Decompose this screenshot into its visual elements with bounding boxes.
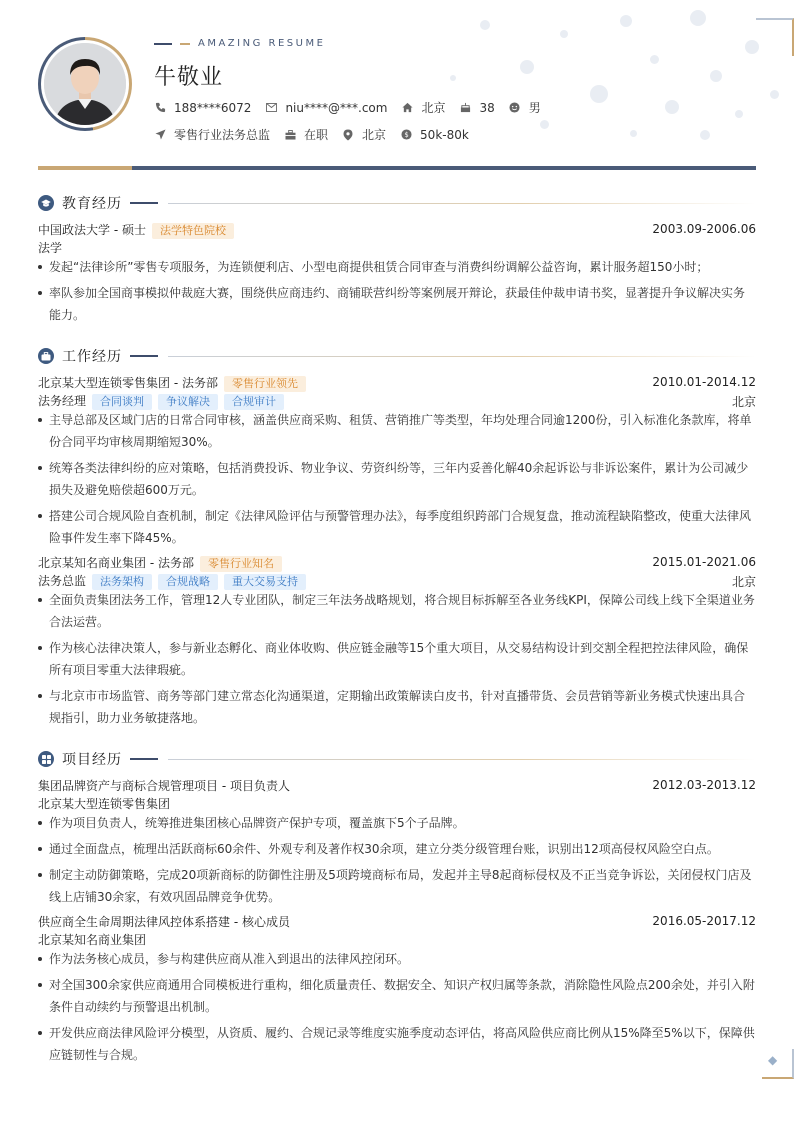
send-icon	[154, 129, 166, 141]
list-item: 主导总部及区域门店的日常合同审核，涵盖供应商采购、租赁、营销推广等类型，年均处理合同逾1200份，引入标准化条款库，将单份合同平均审核周期缩短30%。	[38, 409, 756, 453]
svg-text:$: $	[403, 130, 409, 139]
company-name: 北京某知名商业集团 - 法务部	[38, 556, 194, 570]
list-item: 统筹各类法律纠纷的应对策略，包括消费投诉、物业争议、劳资纠纷等，三年内妥善化解40余起诉讼与非诉讼案件，累计为公司减少损失及避免赔偿超600万元。	[38, 457, 756, 501]
list-item: 作为法务核心成员，参与构建供应商从准入到退出的法律风控闭环。	[38, 948, 756, 970]
email-item	[265, 101, 387, 115]
home-item	[401, 99, 445, 116]
list-item: 搭建公司合规风险自查机制，制定《法律风险评估与预警管理办法》，每季度组织跨部门合规复盘，推动流程缺陷整改，使重大法律风险事件发生率下降45%。	[38, 505, 756, 549]
education-date: 2003.09-2006.06	[652, 222, 756, 236]
company-line	[38, 374, 306, 392]
list-item: 作为核心法律决策人，参与新业态孵化、商业体收购、供应链金融等15个重大项目，从交易结构设计到交割全程把控法律风险，确保所有项目零重大法律瑕疵。	[38, 637, 756, 681]
header-divider	[38, 166, 756, 170]
diamond-icon: ◆	[768, 1053, 778, 1067]
school-line	[38, 221, 234, 239]
skill-tag: 合同谈判	[92, 394, 152, 410]
list-item: 开发供应商法律风险评分模型，从资质、履约、合规记录等维度实施季度动态评估，将高风险供应商比例从15%降至5%以下，保障供应链韧性与合规。	[38, 1022, 756, 1066]
skill-tag: 合规审计	[224, 394, 284, 410]
corner-decoration-top	[756, 18, 794, 56]
avatar	[38, 37, 132, 131]
work-city: 北京	[731, 395, 756, 409]
tagline	[154, 38, 325, 49]
section-header-education	[38, 193, 756, 213]
project-org: 北京某大型连锁零售集团	[38, 797, 171, 811]
skill-tag: 争议解决	[158, 394, 218, 410]
project-date: 2012.03-2013.12	[652, 778, 756, 792]
age-item	[459, 101, 494, 115]
project-org: 北京某知名商业集团	[38, 933, 147, 947]
status-text: 在职	[304, 128, 329, 142]
salary-text: 50k-80k	[420, 127, 469, 142]
city-text: 北京	[362, 128, 387, 142]
briefcase-icon	[284, 129, 296, 141]
gender-text: 男	[528, 101, 541, 115]
age-text: 38	[479, 100, 495, 115]
company-tag: 零售行业领先	[224, 376, 306, 392]
city-item	[342, 126, 386, 143]
school-tag: 法学特色院校	[152, 223, 234, 239]
skill-tag: 重大交易支持	[224, 574, 306, 590]
money-icon	[400, 129, 412, 141]
project-name: 供应商全生命周期法律风控体系搭建 - 核心成员	[38, 915, 290, 929]
list-item: 全面负责集团法务工作，管理12人专业团队，制定三年法务战略规划，将合规目标拆解至各业务线KPI，保障公司线上线下全渠道业务合法运营。	[38, 589, 756, 633]
skill-tag: 合规战略	[158, 574, 218, 590]
email-text: niu****@***.com	[285, 100, 388, 115]
position-text: 零售行业法务总监	[174, 128, 271, 142]
skill-tag: 法务架构	[92, 574, 152, 590]
tagline-text: AMAZING RESUME	[198, 38, 326, 49]
role-name: 法务经理	[38, 394, 87, 408]
position-item	[154, 126, 270, 143]
school-name: 中国政法大学 - 硕士	[38, 223, 146, 237]
list-item: 制定主动防御策略，完成20项新商标的防御性注册及5项跨境商标布局，发起并主导8起商标侵权及不正当竞争诉讼，关闭侵权门店及线上店铺30余家，有效巩固品牌竞争优势。	[38, 864, 756, 908]
list-item: 通过全面盘点，梳理出活跃商标60余件、外观专利及著作权30余项，建立分类分级管理台账，识别出12项高侵权风险空白点。	[38, 838, 756, 860]
graduation-cap-icon	[38, 195, 54, 211]
company-tag: 零售行业知名	[200, 556, 282, 572]
company-line	[38, 554, 282, 572]
home-icon	[401, 102, 413, 114]
job-intent-row	[154, 126, 483, 143]
section-header-projects	[38, 749, 756, 769]
list-item: 率队参加全国商事模拟仲裁庭大赛，围绕供应商违约、商铺联营纠纷等案例展开辩论，获最佳仲裁申请书奖，显著提升争议解决实务能力。	[38, 282, 756, 326]
cake-icon	[459, 102, 471, 114]
salary-item	[400, 128, 469, 142]
work-date: 2015.01-2021.06	[652, 555, 756, 569]
smile-icon	[509, 102, 521, 114]
mail-icon	[265, 102, 277, 114]
section-title: 项目经历	[62, 752, 122, 768]
briefcase-icon	[38, 348, 54, 364]
phone-icon	[154, 102, 166, 114]
location-icon	[342, 129, 354, 141]
candidate-name: 牛敬业	[154, 65, 224, 90]
status-item	[284, 126, 328, 143]
project-name: 集团品牌资产与商标合规管理项目 - 项目负责人	[38, 779, 290, 793]
grid-icon	[38, 751, 54, 767]
project-date: 2016.05-2017.12	[652, 914, 756, 928]
role-line	[38, 392, 284, 410]
phone-text: 188****6072	[174, 100, 252, 115]
section-header-work	[38, 346, 756, 366]
major: 法学	[38, 241, 63, 255]
work-city: 北京	[731, 575, 756, 589]
person-photo	[44, 43, 126, 125]
list-item: 作为项目负责人，统筹推进集团核心品牌资产保护专项，覆盖旗下5个子品牌。	[38, 812, 756, 834]
role-line	[38, 572, 306, 590]
list-item: 与北京市市场监管、商务等部门建立常态化沟通渠道，定期输出政策解读白皮书，针对直播带货、会员营销等新业务模式快速出具合规指引，助力业务敏捷落地。	[38, 685, 756, 729]
phone-item	[154, 101, 251, 115]
section-title: 工作经历	[62, 349, 122, 365]
home-text: 北京	[421, 101, 446, 115]
contact-row	[154, 99, 555, 116]
role-name: 法务总监	[38, 574, 87, 588]
section-title: 教育经历	[62, 196, 122, 212]
list-item: 发起“法律诊所”零售专项服务，为连锁便利店、小型电商提供租赁合同审查与消费纠纷调解公益咨询，累计服务超150小时；	[38, 256, 756, 278]
gender-item	[509, 99, 541, 116]
company-name: 北京某大型连锁零售集团 - 法务部	[38, 376, 218, 390]
corner-decoration-bottom	[762, 1049, 794, 1079]
work-date: 2010.01-2014.12	[652, 375, 756, 389]
list-item: 对全国300余家供应商通用合同模板进行重构，细化质量责任、数据安全、知识产权归属等条款，消除隐性风险点200余处，并引入附条件自动续约与预警退出机制。	[38, 974, 756, 1018]
